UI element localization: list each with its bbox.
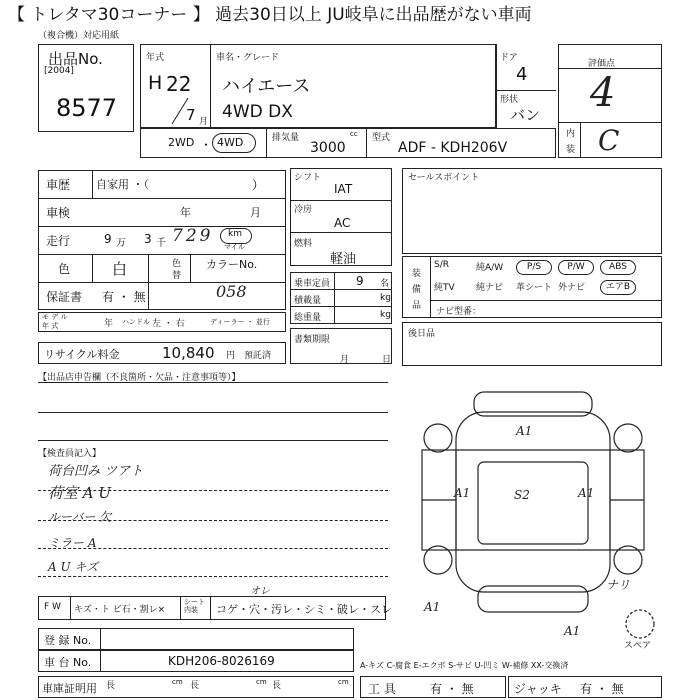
year-divider-slash — [170, 96, 190, 126]
certificate-unit-2: cm — [256, 678, 267, 686]
paint-label-1: 色 — [172, 259, 182, 269]
shape-label: 形状 — [500, 95, 519, 105]
after-install-label: 後日品 — [408, 329, 436, 339]
paint-label-2: 替 — [172, 271, 182, 281]
year-month: 7 — [186, 106, 196, 124]
equipment-item: 純ナビ — [476, 283, 504, 293]
header-title: 【 トレタマ30コーナー 】 過去30日以上 JU岐阜に出品歴がない車両 — [8, 5, 532, 25]
drive-sep: ・ — [200, 138, 213, 152]
lot-number: 8577 — [56, 94, 118, 122]
model-year-label-1: モ デ ル — [42, 313, 68, 321]
shift-label: シフト — [294, 173, 322, 183]
certificate-label: 車庫証明用 — [42, 682, 97, 695]
score-value: 4 — [590, 70, 616, 116]
warranty-label: 保証書 — [46, 290, 83, 304]
equipment-item: P/S — [516, 260, 552, 275]
mileage-hundreds: 729 — [172, 226, 214, 246]
damage-mark-7: ナリ — [606, 578, 631, 592]
checklist-seat-label: シート 内装 — [184, 598, 205, 614]
color-value: 白 — [112, 260, 128, 278]
equipment-label-2: 備 — [412, 285, 422, 295]
color-number-label: カラーNo. — [206, 258, 258, 271]
car-diagram — [404, 380, 664, 650]
ac-value: AC — [334, 216, 351, 230]
docs-label: 書類期限 — [294, 335, 331, 345]
year-label: 年式 — [146, 53, 165, 63]
jack-value: 有 ・ 無 — [580, 682, 624, 696]
model-year-handle: ハンドル — [122, 318, 150, 326]
equipment-item: エアB — [600, 280, 636, 295]
equipment-item: 革シート — [516, 283, 553, 293]
inspector-note-2: 荷室 A U — [48, 484, 112, 502]
inspector-note-5: A U キズ — [48, 560, 99, 574]
mileage-man: 9 — [104, 232, 112, 246]
damage-legend: A-キズ C-腐食 E-エクボ S-サビ U-凹ミ W-補修 XX-交換済 — [360, 661, 569, 670]
mileage-unit-mile: マイル — [224, 243, 245, 251]
model-year-dealer: ディーラー ・ 並行 — [210, 318, 270, 326]
recycle-label: リサイクル料金 — [44, 348, 120, 361]
load-label: 積載量 — [294, 296, 322, 306]
year-month-unit: 月 — [199, 117, 209, 127]
nav-model-label: ナビ型番： — [436, 307, 482, 317]
after-install-box — [402, 322, 662, 366]
inspector-label: 【検査員記入】 — [38, 449, 102, 459]
mileage-unit-km: km — [228, 229, 242, 239]
capacity-unit: 名 — [380, 279, 390, 289]
certificate-stamp-2: 長 — [190, 681, 200, 691]
lot-label: 出品No. — [48, 50, 103, 68]
inspector-note-3: ルーバー 欠 — [48, 510, 112, 524]
equipment-item: 純TV — [434, 283, 455, 293]
equipment-item: S/R — [434, 260, 449, 270]
equipment-item: 外ナビ — [558, 283, 586, 293]
equipment-item: ABS — [600, 260, 636, 275]
shift-value: IAT — [334, 182, 353, 196]
certificate-unit-1: cm — [172, 678, 183, 686]
damage-mark-2: A1 — [454, 486, 471, 500]
damage-mark-3: S2 — [514, 488, 530, 502]
inspector-note-4: ミラー A — [48, 536, 97, 550]
checklist-fw: F W — [44, 602, 61, 612]
doors-label: ドア — [500, 53, 518, 63]
model-code-label: 型式 — [372, 133, 391, 143]
model-year-year: 年 — [104, 319, 114, 329]
fuel-value: 軽油 — [330, 252, 357, 267]
mileage-sen-unit: 千 — [156, 238, 166, 249]
certificate-stamp-1: 長 — [106, 681, 116, 691]
damage-mark-6: A1 — [564, 624, 581, 638]
inspection-label: 車検 — [46, 206, 71, 220]
color-number-value: 058 — [216, 282, 247, 301]
inspection-year: 年 — [180, 206, 191, 219]
damage-mark-1: A1 — [516, 424, 533, 438]
jack-label: ジャッキ — [514, 682, 562, 696]
chassis-label: 車 台 No. — [44, 656, 92, 669]
checklist-note-top: オレ — [250, 586, 270, 597]
history-value: 自家用 ・（ — [96, 178, 149, 191]
interior-label-2: 装 — [566, 145, 576, 155]
tools-label: 工 具 — [368, 682, 396, 696]
model-label: 車名・グレード — [216, 53, 280, 63]
equipment-label-3: 品 — [412, 301, 422, 311]
fuel-label: 燃料 — [294, 239, 313, 249]
equipment-label-1: 装 — [412, 269, 422, 279]
mileage-label: 走行 — [46, 234, 71, 248]
checklist-fw-items: キズ・ト ビ石・割レ× — [74, 605, 166, 615]
gross-unit: kg — [380, 310, 391, 320]
docs-day: 日 — [382, 355, 392, 365]
recycle-value: 10,840 — [162, 344, 215, 362]
mileage-sen: 3 — [144, 232, 152, 246]
warranty-value: 有 ・ 無 — [102, 290, 146, 304]
model-grade: 4WD DX — [222, 102, 293, 122]
lot-code: [2004] — [44, 66, 74, 76]
certificate-stamp-3: 長 — [272, 681, 282, 691]
drive-4wd: 4WD — [217, 136, 244, 149]
engine-unit: cc — [350, 130, 358, 138]
year-era: H — [148, 72, 163, 94]
color-label: 色 — [58, 262, 71, 276]
history-label: 車歴 — [46, 178, 71, 192]
sub-note: （複合機）対応用紙 — [38, 31, 120, 41]
inspection-month: 月 — [250, 206, 261, 219]
chassis-value: KDH206-8026169 — [168, 654, 275, 668]
damage-mark-5: A1 — [424, 600, 441, 614]
sheet-header — [0, 0, 700, 30]
drive-2wd: 2WD — [168, 136, 195, 149]
equipment-item: 純A/W — [476, 263, 504, 273]
registration-label: 登 録 No. — [44, 634, 92, 647]
interior-value: C — [598, 124, 620, 157]
inspector-note-1: 荷台凹み ツアト — [48, 464, 144, 479]
year-value: 22 — [166, 72, 192, 96]
mileage-man-unit: 万 — [116, 238, 126, 249]
exhibitor-report-label: 【出品店申告欄（不良箇所・欠品・注意事項等）】 — [38, 373, 241, 383]
spare-label: スペア — [624, 641, 652, 651]
doors-value: 4 — [516, 64, 528, 85]
shape-value: バン — [510, 106, 541, 124]
history-close: ） — [252, 178, 265, 192]
interior-label-1: 内 — [566, 129, 576, 139]
load-unit: kg — [380, 293, 391, 303]
recycle-note: 預託済 — [244, 351, 272, 361]
model-year-label-2: 年 式 — [42, 322, 59, 330]
model-code-value: ADF - KDH206V — [398, 140, 508, 156]
sales-point-label: セールスポイント — [408, 173, 480, 183]
capacity-label: 乗車定員 — [294, 279, 331, 289]
damage-mark-4: A1 — [578, 486, 595, 500]
engine-value: 3000 — [310, 140, 346, 156]
ac-label: 冷房 — [294, 205, 313, 215]
model-year-hand-val: 左 ・ 右 — [152, 319, 185, 329]
equipment-item: P/W — [558, 260, 594, 275]
certificate-unit-3: cm — [338, 678, 349, 686]
tools-value: 有 ・ 無 — [430, 682, 474, 696]
model-name: ハイエース — [222, 76, 311, 97]
capacity-value: 9 — [356, 274, 364, 288]
docs-month: 月 — [340, 355, 350, 365]
engine-label: 排気量 — [272, 133, 300, 143]
checklist-items: コゲ・穴・汚レ・シミ・破レ・スレ — [216, 603, 392, 616]
recycle-unit: 円 — [226, 351, 236, 361]
gross-label: 総重量 — [294, 313, 322, 323]
score-label: 評価点 — [588, 59, 616, 69]
